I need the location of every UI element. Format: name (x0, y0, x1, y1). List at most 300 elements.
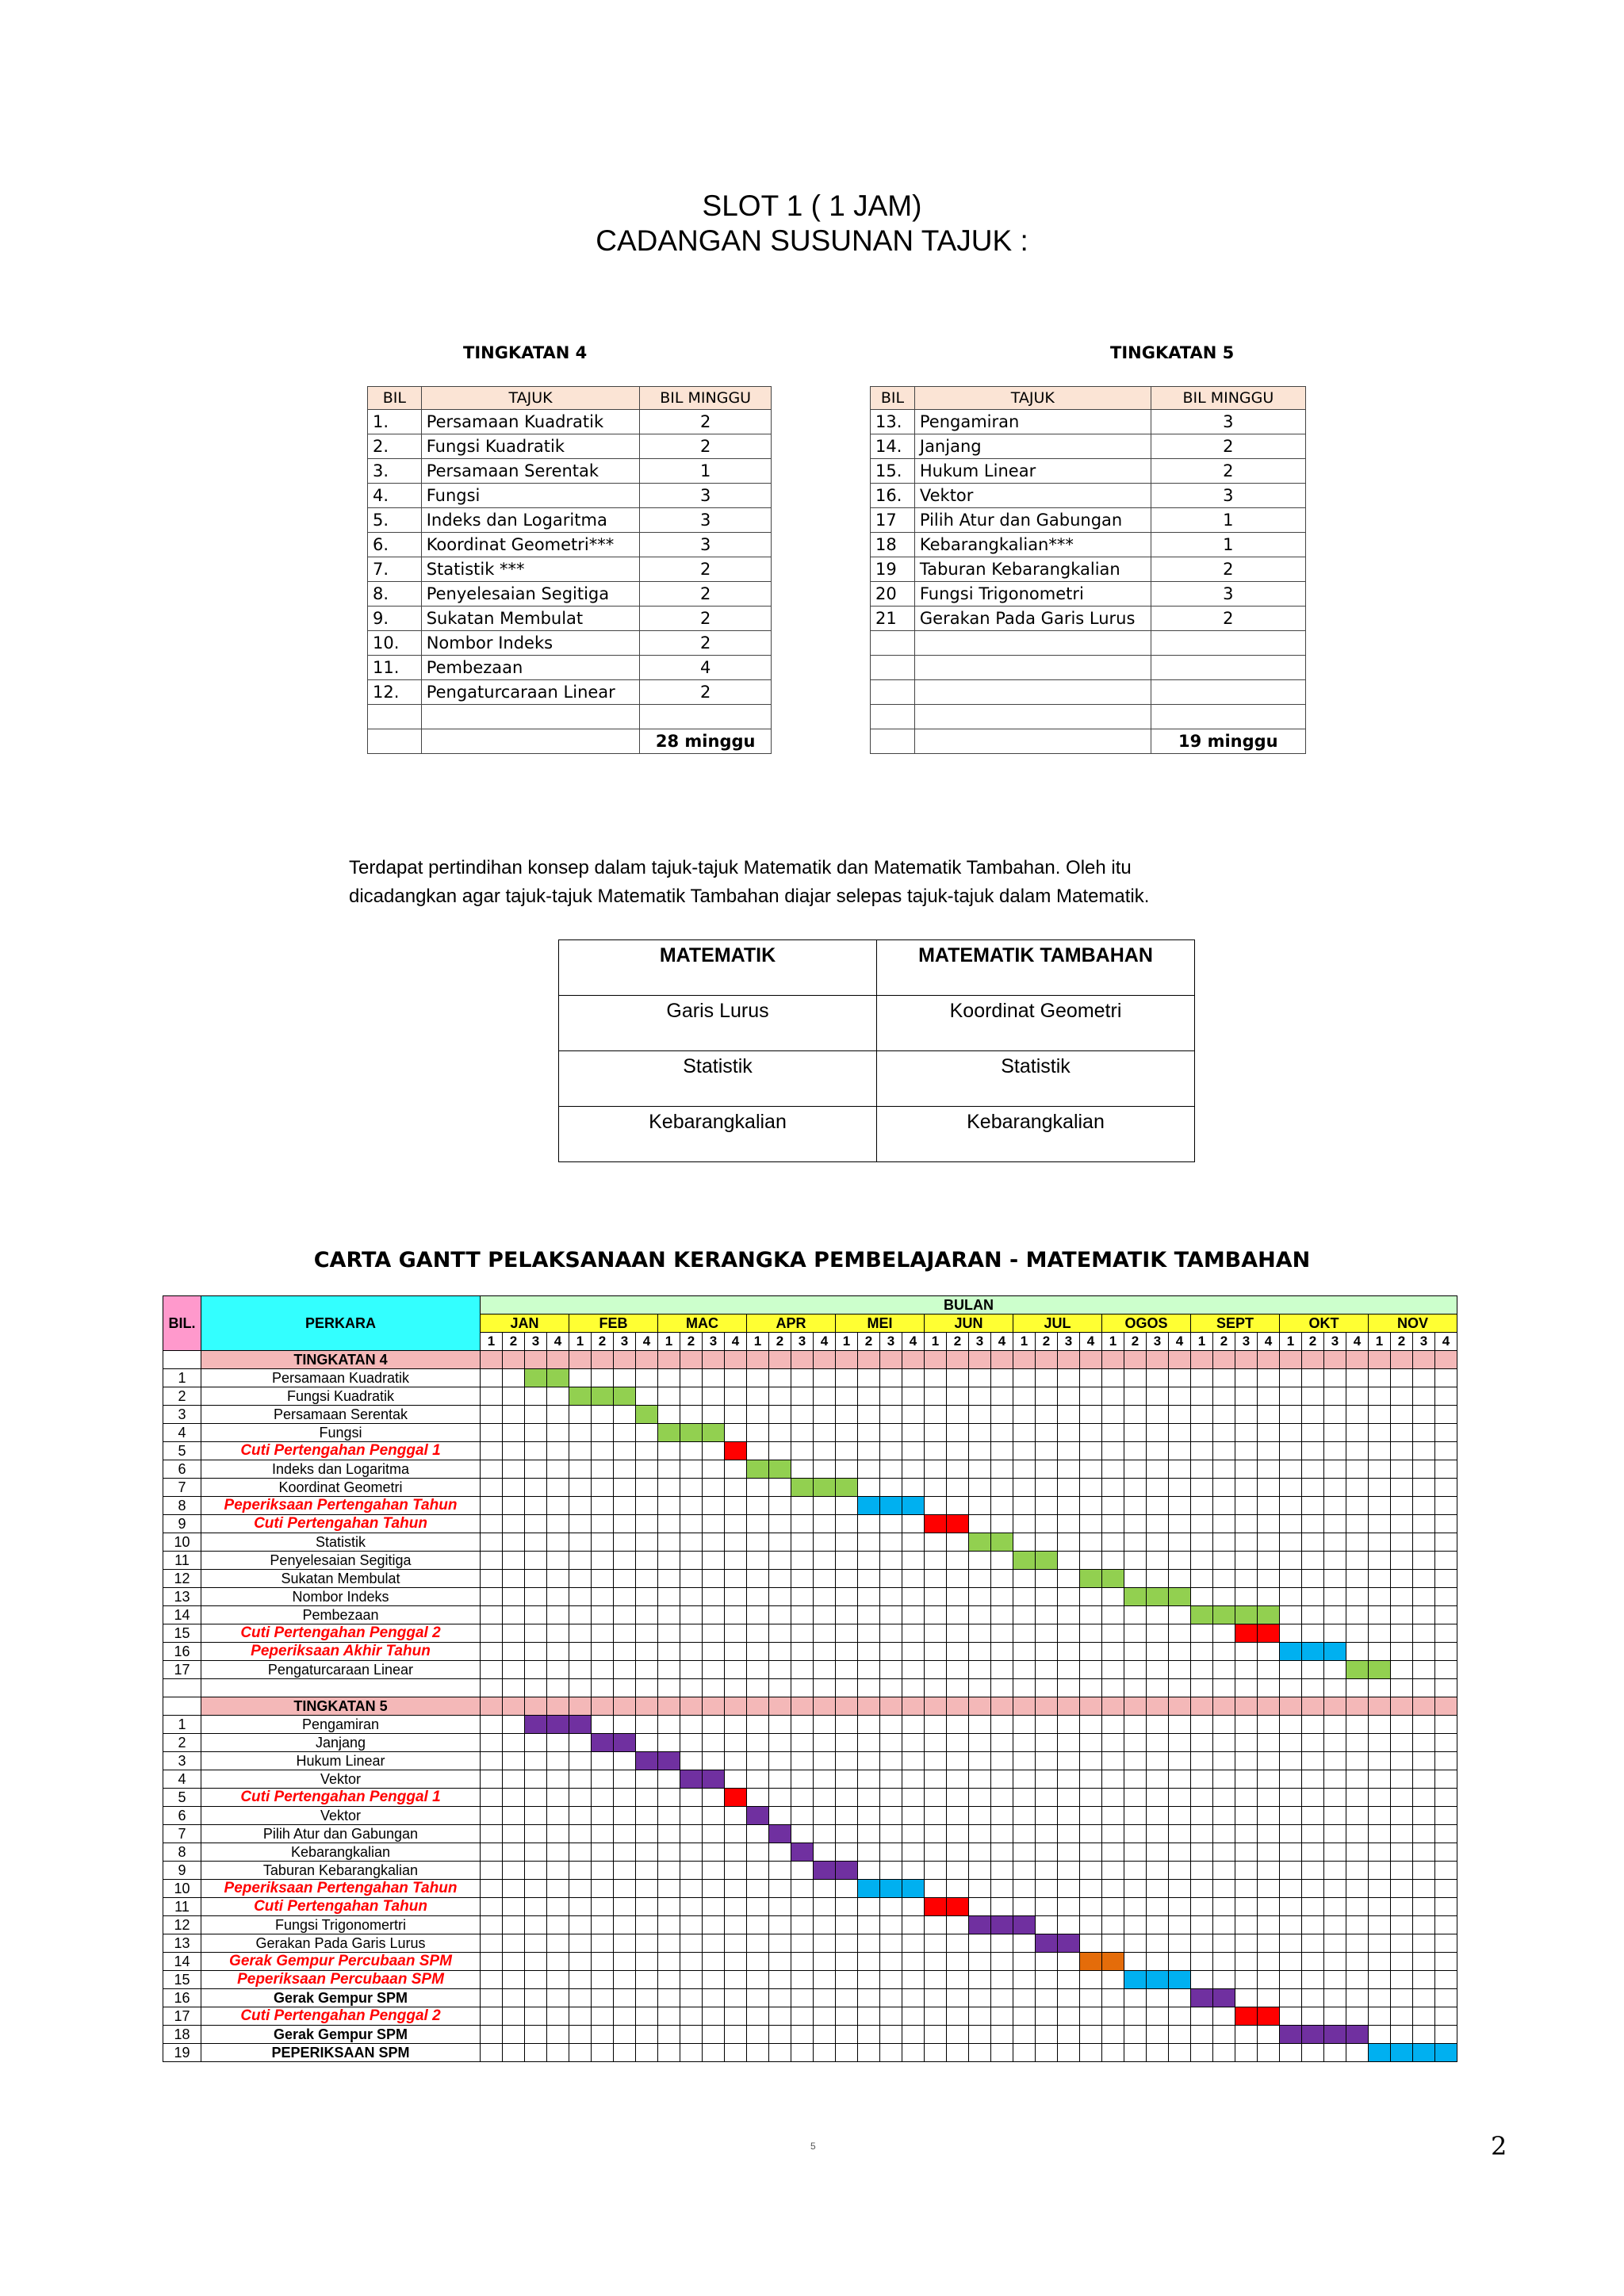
gantt-empty-cell (547, 2026, 569, 2044)
gantt-empty-cell (880, 1588, 902, 1606)
gantt-empty-cell (947, 1387, 969, 1406)
topic-row (368, 656, 772, 680)
gantt-empty-cell (925, 1916, 947, 1934)
gantt-empty-cell (858, 1825, 880, 1843)
gantt-empty-cell (680, 1387, 703, 1406)
gantt-empty-cell (747, 1442, 769, 1460)
paragraph-line1: Terdapat pertindihan konsep dalam tajuk-tajuk Matematik dan Matematik Tambahan. Oleh itu (349, 857, 1132, 878)
gantt-week-label: 2 (1036, 1333, 1058, 1351)
gantt-empty-cell (547, 1661, 569, 1679)
gantt-empty-cell (1346, 1424, 1369, 1442)
gantt-empty-cell (703, 1934, 725, 1953)
gantt-empty-cell (747, 1515, 769, 1533)
gantt-empty-cell (1058, 1552, 1080, 1570)
gantt-empty-cell (747, 1953, 769, 1971)
gantt-task-label: Koordinat Geometri (201, 1479, 481, 1497)
gantt-empty-cell (925, 1661, 947, 1679)
gantt-empty-cell (1435, 1934, 1457, 1953)
gantt-empty-cell (880, 1369, 902, 1387)
gantt-bar-cell (947, 1515, 969, 1533)
gantt-bar-cell (1324, 1643, 1346, 1661)
gantt-week-label: 2 (503, 1333, 525, 1351)
gantt-empty-cell (858, 1570, 880, 1588)
gantt-task-bil: 15 (163, 1971, 201, 1989)
gantt-empty-cell (658, 1406, 680, 1424)
gantt-spacer-cell (1213, 1679, 1235, 1697)
topic-bil-cell (368, 705, 422, 729)
gantt-empty-cell (481, 1460, 503, 1479)
gantt-empty-cell (1169, 2007, 1191, 2026)
gantt-section-cell (636, 1351, 658, 1369)
gantt-bar-cell (1369, 2044, 1391, 2062)
gantt-section-cell (725, 1697, 747, 1716)
topic-bil-cell: 12. (368, 680, 422, 705)
gantt-empty-cell (1369, 1916, 1391, 1934)
gantt-task-bil: 10 (163, 1533, 201, 1552)
gantt-empty-cell (1346, 1843, 1369, 1862)
gantt-empty-cell (614, 1497, 636, 1515)
gantt-empty-cell (1435, 1862, 1457, 1880)
gantt-task-bil: 5 (163, 1442, 201, 1460)
gantt-task-bil: 7 (163, 1825, 201, 1843)
gantt-empty-cell (769, 1752, 791, 1770)
gantt-empty-cell (680, 1515, 703, 1533)
gantt-week-label: 3 (525, 1333, 547, 1351)
gantt-task-bil: 4 (163, 1770, 201, 1789)
gantt-task-bil: 7 (163, 1479, 201, 1497)
gantt-empty-cell (1169, 1369, 1191, 1387)
gantt-empty-cell (858, 1716, 880, 1734)
gantt-empty-cell (1191, 1515, 1213, 1533)
gantt-empty-cell (769, 1387, 791, 1406)
gantt-week-label: 4 (991, 1333, 1013, 1351)
gantt-empty-cell (836, 1898, 858, 1916)
gantt-empty-cell (481, 1387, 503, 1406)
gantt-empty-cell (1213, 1552, 1235, 1570)
gantt-spacer-cell (1124, 1679, 1147, 1697)
topic-bil-cell: 20 (871, 582, 915, 607)
gantt-empty-cell (991, 2007, 1013, 2026)
gantt-empty-cell (547, 2044, 569, 2062)
gantt-empty-cell (1369, 1387, 1391, 1406)
gantt-empty-cell (1213, 1588, 1235, 1606)
gantt-empty-cell (836, 1643, 858, 1661)
gantt-empty-cell (525, 1843, 547, 1862)
topic-bil-cell: 5. (368, 508, 422, 533)
gantt-empty-cell (1058, 1497, 1080, 1515)
gantt-bar-cell (525, 1716, 547, 1734)
gantt-empty-cell (658, 2026, 680, 2044)
gantt-task-row (163, 1606, 1457, 1624)
gantt-empty-cell (658, 1661, 680, 1679)
gantt-empty-cell (791, 1752, 814, 1770)
gantt-empty-cell (836, 1934, 858, 1953)
gantt-task-bil: 6 (163, 1807, 201, 1825)
gantt-empty-cell (503, 1533, 525, 1552)
gantt-empty-cell (680, 1916, 703, 1934)
gantt-bar-cell (703, 1770, 725, 1789)
topic-minggu-cell: 1 (1151, 533, 1305, 557)
gantt-empty-cell (1435, 1570, 1457, 1588)
gantt-section-cell (703, 1697, 725, 1716)
gantt-empty-cell (791, 1934, 814, 1953)
gantt-empty-cell (1013, 1406, 1036, 1424)
gantt-task-row (163, 1460, 1457, 1479)
gantt-empty-cell (969, 1497, 991, 1515)
gantt-empty-cell (481, 1606, 503, 1624)
gantt-empty-cell (1213, 2026, 1235, 2044)
gantt-empty-cell (592, 1442, 614, 1460)
gantt-empty-cell (880, 1515, 902, 1533)
gantt-section-cell (1258, 1697, 1280, 1716)
gantt-empty-cell (1435, 1898, 1457, 1916)
gantt-empty-cell (636, 1661, 658, 1679)
gantt-empty-cell (680, 1716, 703, 1734)
gantt-task-label: Nombor Indeks (201, 1588, 481, 1606)
gantt-empty-cell (925, 1807, 947, 1825)
gantt-empty-cell (947, 1734, 969, 1752)
gantt-empty-cell (1102, 1934, 1124, 1953)
gantt-empty-cell (791, 2026, 814, 2044)
gantt-empty-cell (614, 1916, 636, 1934)
gantt-empty-cell (1013, 2044, 1036, 2062)
gantt-empty-cell (636, 1643, 658, 1661)
gantt-empty-cell (902, 1515, 925, 1533)
gantt-empty-cell (1413, 1570, 1435, 1588)
topic-bil-cell (871, 631, 915, 656)
gantt-empty-cell (1258, 1570, 1280, 1588)
gantt-month-label: JUL (1013, 1314, 1102, 1333)
gantt-empty-cell (1080, 1825, 1102, 1843)
gantt-empty-cell (1258, 1588, 1280, 1606)
gantt-empty-cell (547, 1424, 569, 1442)
topic-row (871, 434, 1306, 459)
gantt-empty-cell (1036, 1989, 1058, 2007)
gantt-empty-cell (1169, 1752, 1191, 1770)
gantt-empty-cell (1058, 1479, 1080, 1497)
gantt-empty-cell (1258, 1843, 1280, 1862)
gantt-empty-cell (1280, 1934, 1302, 1953)
gantt-empty-cell (525, 1460, 547, 1479)
gantt-empty-cell (725, 1533, 747, 1552)
gantt-section-cell (1213, 1697, 1235, 1716)
gantt-empty-cell (769, 1734, 791, 1752)
gantt-empty-cell (1013, 1460, 1036, 1479)
gantt-empty-cell (1191, 1387, 1213, 1406)
gantt-empty-cell (1102, 1643, 1124, 1661)
gantt-empty-cell (814, 1752, 836, 1770)
gantt-empty-cell (1258, 1880, 1280, 1898)
gantt-spacer-cell (902, 1679, 925, 1697)
gantt-empty-cell (814, 1934, 836, 1953)
gantt-empty-cell (902, 1406, 925, 1424)
gantt-empty-cell (1169, 1606, 1191, 1624)
gantt-bar-cell (636, 1406, 658, 1424)
gantt-bar-cell (1235, 1606, 1258, 1624)
gantt-empty-cell (525, 1588, 547, 1606)
gantt-empty-cell (614, 1570, 636, 1588)
gantt-title: CARTA GANTT PELAKSANAAN KERANGKA PEMBELAJARAN - MATEMATIK TAMBAHAN (313, 1248, 1311, 1272)
gantt-empty-cell (1147, 1387, 1169, 1406)
topic-row (871, 508, 1306, 533)
gantt-empty-cell (636, 1479, 658, 1497)
gantt-week-label: 1 (569, 1333, 592, 1351)
gantt-empty-cell (814, 1552, 836, 1570)
gantt-empty-cell (525, 2026, 547, 2044)
gantt-empty-cell (725, 1734, 747, 1752)
gantt-section-cell (1191, 1351, 1213, 1369)
gantt-empty-cell (1036, 1862, 1058, 1880)
gantt-empty-cell (1324, 1497, 1346, 1515)
gantt-empty-cell (636, 1770, 658, 1789)
gantt-empty-cell (991, 1606, 1013, 1624)
gantt-empty-cell (1036, 1661, 1058, 1679)
gantt-empty-cell (969, 1971, 991, 1989)
topic-tajuk-cell: Janjang (914, 434, 1151, 459)
gantt-empty-cell (1258, 1989, 1280, 2007)
gantt-empty-cell (680, 1479, 703, 1497)
gantt-spacer-cell (747, 1679, 769, 1697)
gantt-empty-cell (791, 1971, 814, 1989)
gantt-empty-cell (658, 1734, 680, 1752)
gantt-empty-cell (814, 1971, 836, 1989)
gantt-empty-cell (880, 1387, 902, 1406)
gantt-empty-cell (1058, 1661, 1080, 1679)
gantt-empty-cell (1124, 1533, 1147, 1552)
gantt-empty-cell (858, 1862, 880, 1880)
topic-bil-cell: 7. (368, 557, 422, 582)
gantt-empty-cell (503, 2007, 525, 2026)
topic-tajuk-cell: Pengaturcaraan Linear (421, 680, 640, 705)
gantt-empty-cell (1369, 2026, 1391, 2044)
gantt-empty-cell (1058, 1570, 1080, 1588)
gantt-empty-cell (547, 1479, 569, 1497)
compare-cell: Garis Lurus (559, 996, 877, 1051)
gantt-bar-cell (769, 1825, 791, 1843)
gantt-empty-cell (703, 1442, 725, 1460)
gantt-empty-cell (703, 1971, 725, 1989)
topic-bil-cell: 2. (368, 434, 422, 459)
gantt-empty-cell (991, 1624, 1013, 1643)
gantt-section-cell (1258, 1351, 1280, 1369)
gantt-empty-cell (1169, 1661, 1191, 1679)
gantt-spacer-cell (1258, 1679, 1280, 1697)
gantt-empty-cell (858, 1515, 880, 1533)
gantt-task-row (163, 1497, 1457, 1515)
gantt-empty-cell (1369, 1369, 1391, 1387)
gantt-empty-cell (1258, 1661, 1280, 1679)
gantt-empty-cell (1235, 1770, 1258, 1789)
gantt-empty-cell (614, 1880, 636, 1898)
gantt-task-label: Cuti Pertengahan Penggal 1 (201, 1789, 481, 1807)
gantt-empty-cell (703, 1369, 725, 1387)
gantt-empty-cell (991, 1971, 1013, 1989)
gantt-empty-cell (1058, 2044, 1080, 2062)
gantt-bar-cell (991, 1916, 1013, 1934)
gantt-task-label: Vektor (201, 1770, 481, 1789)
compare-cell: Statistik (877, 1051, 1195, 1107)
gantt-empty-cell (1413, 1497, 1435, 1515)
gantt-empty-cell (1435, 1515, 1457, 1533)
gantt-empty-cell (1191, 1770, 1213, 1789)
gantt-task-bil: 14 (163, 1606, 201, 1624)
gantt-section-cell (1102, 1351, 1124, 1369)
gantt-empty-cell (1169, 1497, 1191, 1515)
gantt-empty-cell (592, 1880, 614, 1898)
topic-row (368, 484, 772, 508)
topic-bil-cell (871, 680, 915, 705)
gantt-empty-cell (1391, 1570, 1413, 1588)
gantt-section-cell (481, 1351, 503, 1369)
gantt-empty-cell (836, 1369, 858, 1387)
gantt-task-label: Pilih Atur dan Gabungan (201, 1825, 481, 1843)
gantt-empty-cell (1013, 1387, 1036, 1406)
gantt-empty-cell (547, 1515, 569, 1533)
gantt-section-cell (1124, 1697, 1147, 1716)
gantt-empty-cell (836, 1442, 858, 1460)
gantt-empty-cell (925, 1734, 947, 1752)
gantt-empty-cell (791, 1406, 814, 1424)
gantt-empty-cell (1213, 1770, 1235, 1789)
gantt-empty-cell (1235, 1716, 1258, 1734)
gantt-week-label: 3 (791, 1333, 814, 1351)
gantt-empty-cell (503, 1716, 525, 1734)
gantt-empty-cell (1302, 1898, 1324, 1916)
gantt-empty-cell (1391, 1497, 1413, 1515)
gantt-empty-cell (880, 1971, 902, 1989)
gantt-empty-cell (481, 1533, 503, 1552)
gantt-empty-cell (1013, 1533, 1036, 1552)
gantt-empty-cell (1058, 1807, 1080, 1825)
gantt-empty-cell (703, 1479, 725, 1497)
gantt-empty-cell (1413, 1807, 1435, 1825)
gantt-empty-cell (614, 1479, 636, 1497)
gantt-empty-cell (991, 1862, 1013, 1880)
gantt-empty-cell (991, 1843, 1013, 1862)
gantt-empty-cell (592, 1916, 614, 1934)
gantt-section-cell (1435, 1697, 1457, 1716)
gantt-empty-cell (969, 1424, 991, 1442)
gantt-empty-cell (569, 2026, 592, 2044)
gantt-empty-cell (1369, 1406, 1391, 1424)
topic-row (368, 557, 772, 582)
gantt-empty-cell (1413, 2026, 1435, 2044)
gantt-empty-cell (747, 1916, 769, 1934)
gantt-empty-cell (1369, 1552, 1391, 1570)
gantt-empty-cell (925, 2007, 947, 2026)
gantt-empty-cell (991, 2044, 1013, 2062)
gantt-task-label: Pembezaan (201, 1606, 481, 1624)
gantt-empty-cell (747, 1734, 769, 1752)
gantt-empty-cell (969, 1570, 991, 1588)
total-row (368, 729, 772, 754)
gantt-bar-cell (1013, 1552, 1036, 1570)
gantt-empty-cell (636, 1515, 658, 1533)
gantt-task-label: Peperiksaan Akhir Tahun (201, 1643, 481, 1661)
gantt-empty-cell (1124, 1862, 1147, 1880)
gantt-section-cell (880, 1351, 902, 1369)
gantt-empty-cell (858, 1916, 880, 1934)
gantt-section-cell (880, 1697, 902, 1716)
gantt-week-label: 3 (1058, 1333, 1080, 1351)
gantt-empty-cell (1058, 1825, 1080, 1843)
gantt-empty-cell (1369, 1807, 1391, 1825)
gantt-empty-cell (1302, 1789, 1324, 1807)
gantt-empty-cell (725, 1424, 747, 1442)
gantt-empty-cell (747, 1552, 769, 1570)
gantt-empty-cell (680, 1825, 703, 1843)
gantt-empty-cell (1169, 1916, 1191, 1934)
gantt-empty-cell (947, 1424, 969, 1442)
gantt-empty-cell (1258, 2026, 1280, 2044)
gantt-empty-cell (1124, 1770, 1147, 1789)
gantt-empty-cell (991, 1424, 1013, 1442)
topic-row (871, 533, 1306, 557)
gantt-bar-cell (991, 1533, 1013, 1552)
gantt-empty-cell (547, 1825, 569, 1843)
gantt-empty-cell (680, 1807, 703, 1825)
topic-tajuk-cell: Penyelesaian Segitiga (421, 582, 640, 607)
gantt-empty-cell (1302, 1552, 1324, 1570)
gantt-section-cell (525, 1351, 547, 1369)
gantt-empty-cell (858, 1406, 880, 1424)
gantt-empty-cell (614, 1424, 636, 1442)
gantt-empty-cell (902, 1552, 925, 1570)
gantt-bar-cell (1413, 2044, 1435, 2062)
topic-tajuk-cell: Fungsi (421, 484, 640, 508)
gantt-empty-cell (858, 1989, 880, 2007)
gantt-empty-cell (969, 1661, 991, 1679)
gantt-empty-cell (1280, 1716, 1302, 1734)
gantt-empty-cell (592, 1862, 614, 1880)
gantt-empty-cell (1036, 1515, 1058, 1533)
gantt-section-cell (1213, 1351, 1235, 1369)
gantt-empty-cell (991, 1953, 1013, 1971)
gantt-bar-cell (836, 1479, 858, 1497)
compare-header-matematik: MATEMATIK (559, 940, 877, 996)
gantt-section-cell (636, 1697, 658, 1716)
gantt-empty-cell (636, 1588, 658, 1606)
topic-tajuk-cell (914, 631, 1151, 656)
gantt-empty-cell (1435, 1460, 1457, 1479)
gantt-empty-cell (525, 1424, 547, 1442)
gantt-bar-cell (1102, 1570, 1124, 1588)
gantt-empty-cell (525, 1515, 547, 1533)
gantt-empty-cell (1147, 1624, 1169, 1643)
topic-tajuk-cell (914, 656, 1151, 680)
total-weeks: 28 minggu (640, 729, 772, 754)
gantt-empty-cell (481, 1971, 503, 1989)
gantt-empty-cell (1280, 1460, 1302, 1479)
gantt-empty-cell (1435, 1606, 1457, 1624)
gantt-empty-cell (658, 1515, 680, 1533)
gantt-empty-cell (614, 1515, 636, 1533)
gantt-empty-cell (925, 1533, 947, 1552)
gantt-task-label: Sukatan Membulat (201, 1570, 481, 1588)
gantt-empty-cell (1302, 1734, 1324, 1752)
gantt-empty-cell (902, 2044, 925, 2062)
gantt-empty-cell (1124, 1825, 1147, 1843)
gantt-empty-cell (725, 1880, 747, 1898)
gantt-empty-cell (947, 2026, 969, 2044)
gantt-empty-cell (1413, 1862, 1435, 1880)
gantt-empty-cell (880, 1643, 902, 1661)
gantt-empty-cell (969, 1479, 991, 1497)
gantt-empty-cell (902, 1479, 925, 1497)
topic-bil-cell: 11. (368, 656, 422, 680)
gantt-task-row (163, 1643, 1457, 1661)
gantt-empty-cell (1280, 1624, 1302, 1643)
